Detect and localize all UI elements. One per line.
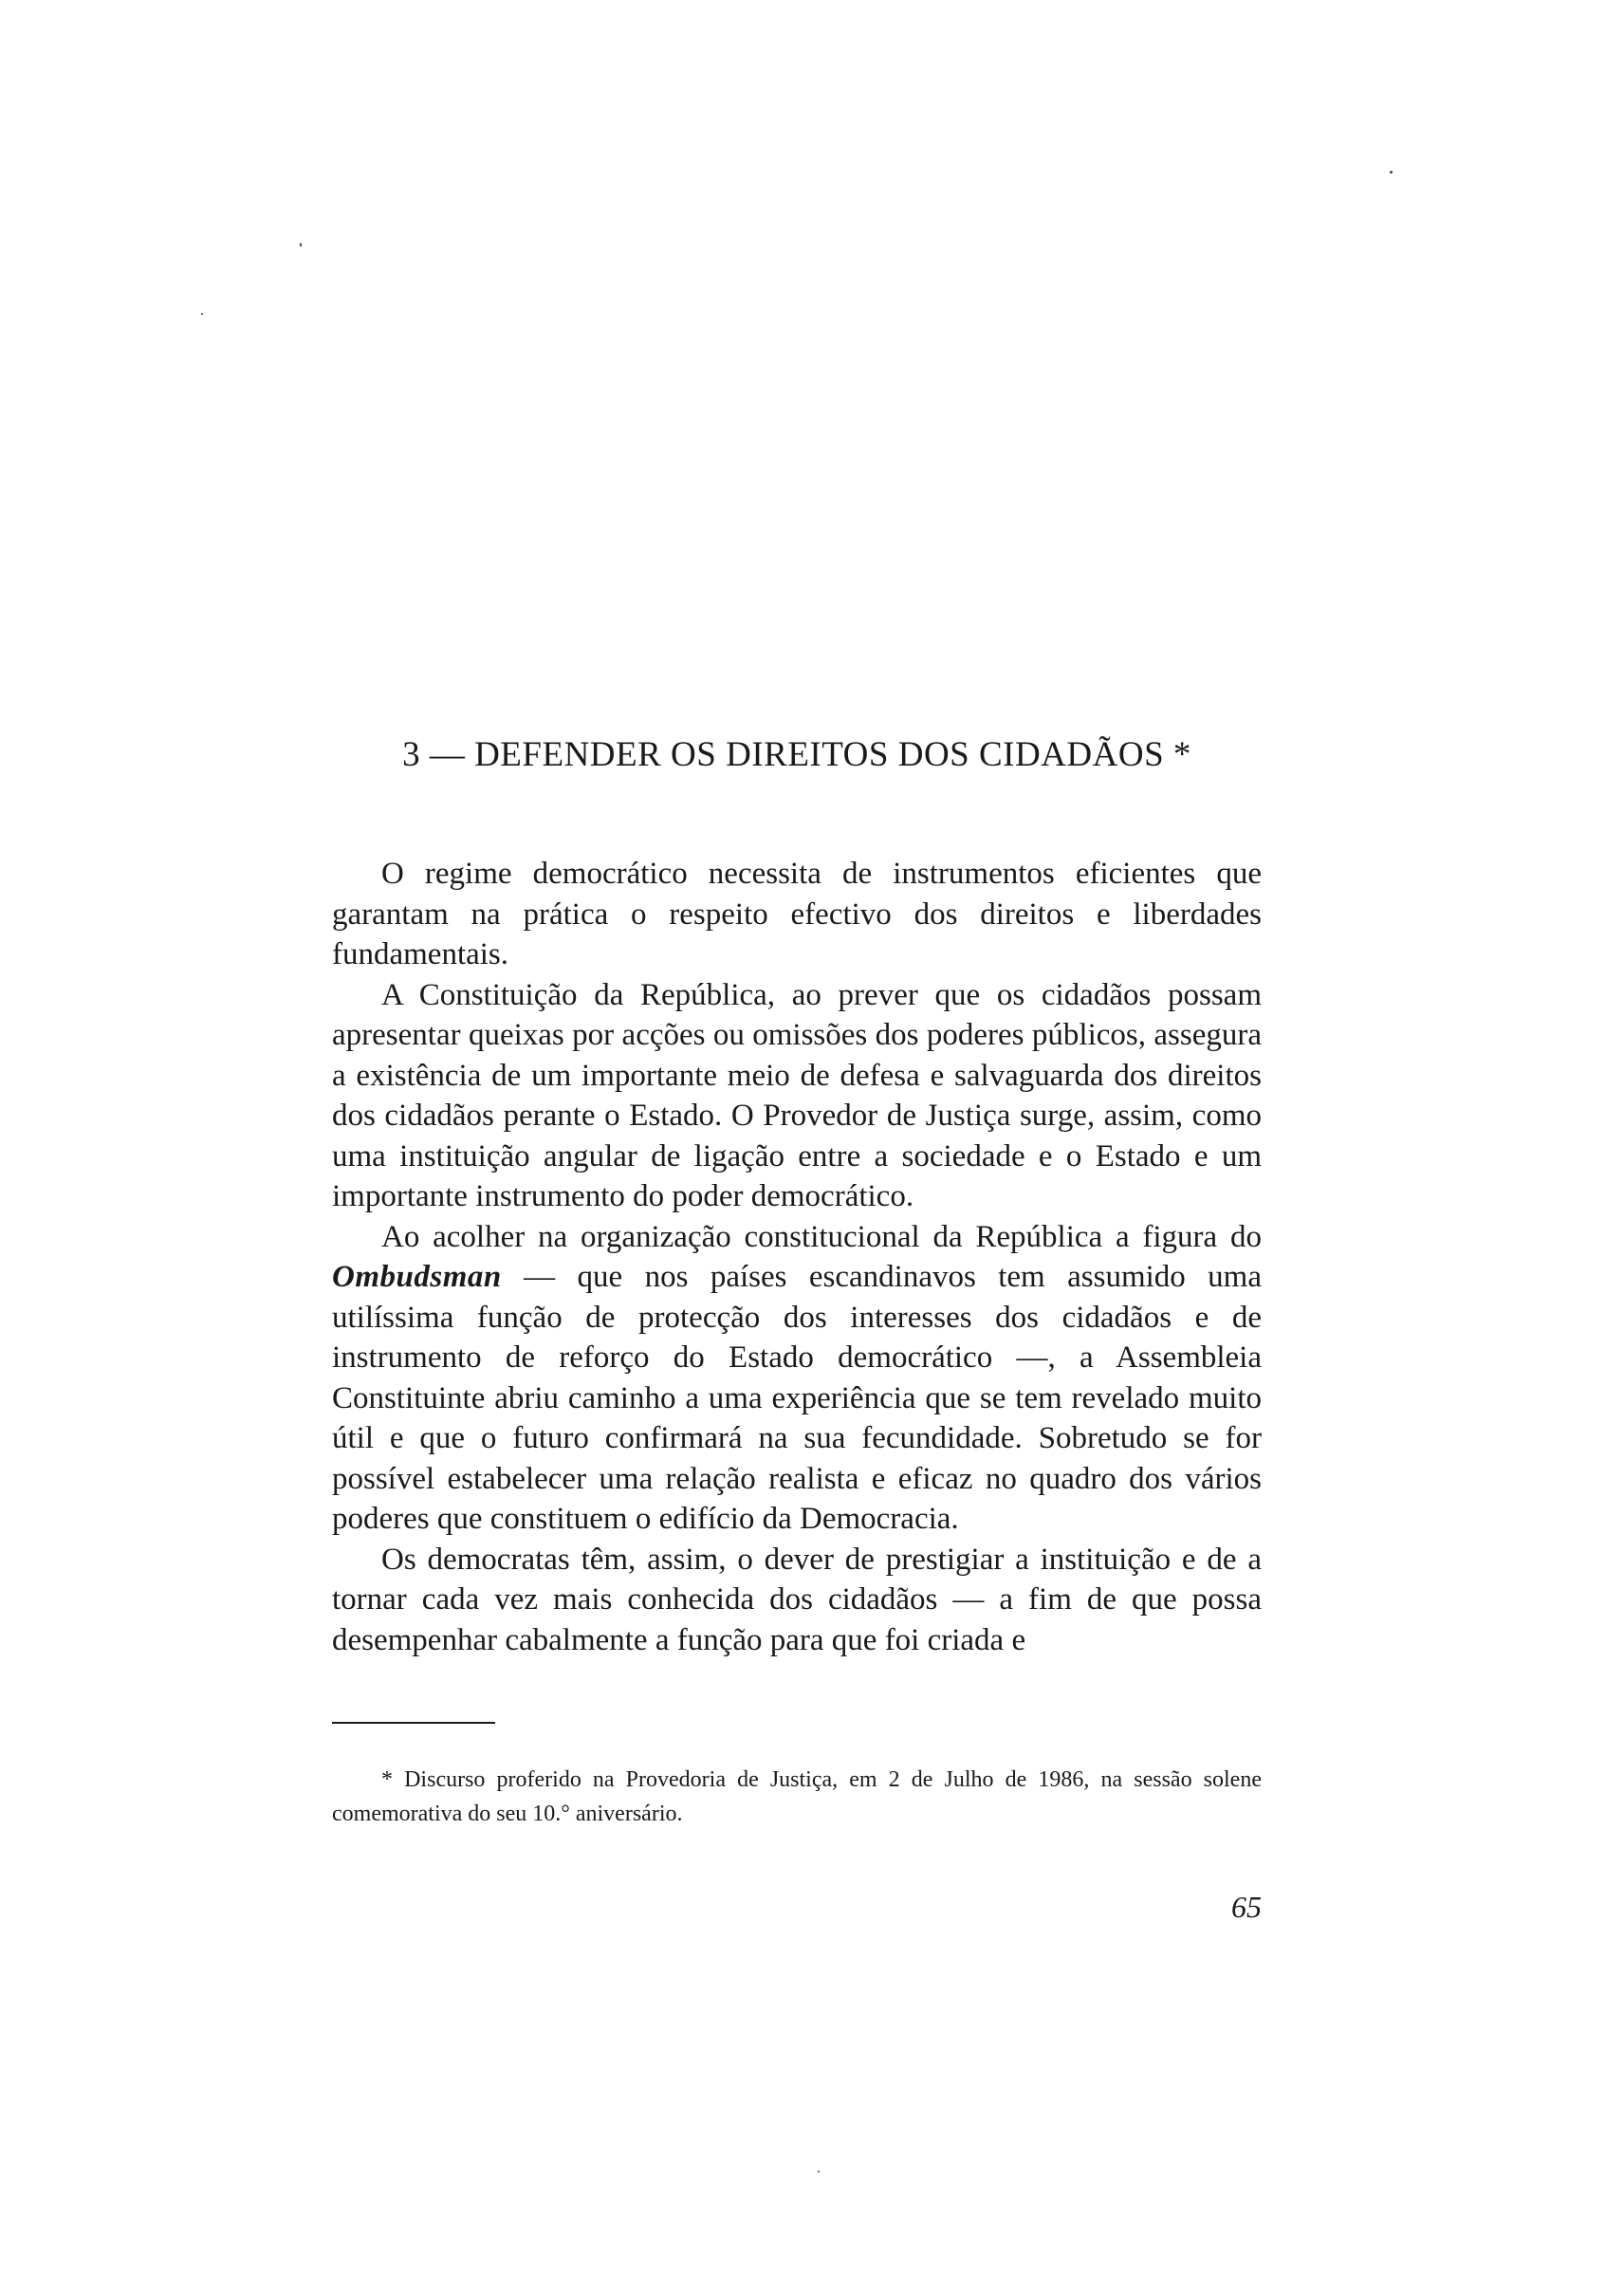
scan-speck: [1390, 171, 1393, 174]
paragraph: Os democratas têm, assim, o dever de prestigiar a instituição e de a tornar cada vez mais conhecida dos cidadãos — a fim de que possa desempenhar cabalmente a função para que foi criada e: [332, 1542, 1262, 1657]
ombudsman-term: Ombudsman: [332, 1260, 502, 1294]
paragraph-text: Ao acolher na organização constitucional da República a figura do: [381, 1219, 1262, 1254]
scan-speck: [201, 313, 203, 315]
footnote-divider: [332, 1722, 495, 1724]
paragraph-text: — que nos países escandinavos tem assumido uma utilíssima função de protecção dos interesses dos cidadãos e de instrumento de reforço do Estado democrático —, a Assembleia Constituinte abriu caminho a uma experiência que se tem revelado muito útil e que o futuro confirmará na sua fecundidade. Sobretudo se for possível estabelecer uma relação realista e eficaz no quadro dos vários poderes que constituem o edifício da Democracia.: [332, 1260, 1262, 1536]
scan-speck: [300, 243, 302, 247]
chapter-title: 3 — DEFENDER OS DIREITOS DOS CIDADÃOS *: [402, 735, 1191, 774]
page-number: 65: [1231, 1890, 1262, 1924]
footnote: * Discurso proferido na Provedoria de Justiça, em 2 de Julho de 1986, na sessão solene comemorativa do seu 10.° aniversário.: [332, 1767, 1262, 1826]
paragraph: [332, 1217, 1262, 1540]
body-text: [332, 854, 1262, 1660]
paragraph: O regime democrático necessita de instrumentos eficientes que garantam na prática o respeito efectivo dos direitos e liberdades fundamentais.: [332, 857, 1262, 971]
paragraph: A Constituição da República, ao prever que os cidadãos possam apresentar queixas por acções ou omissões dos poderes públicos, assegura a existência de um importante meio de defesa e salvaguarda dos direitos dos cidadãos perante o Estado. O Provedor de Justiça surge, assim, como uma instituição angular de ligação entre a sociedade e o Estado e um importante instrumento do poder democrático.: [332, 977, 1262, 1213]
scan-speck: [818, 2171, 820, 2172]
